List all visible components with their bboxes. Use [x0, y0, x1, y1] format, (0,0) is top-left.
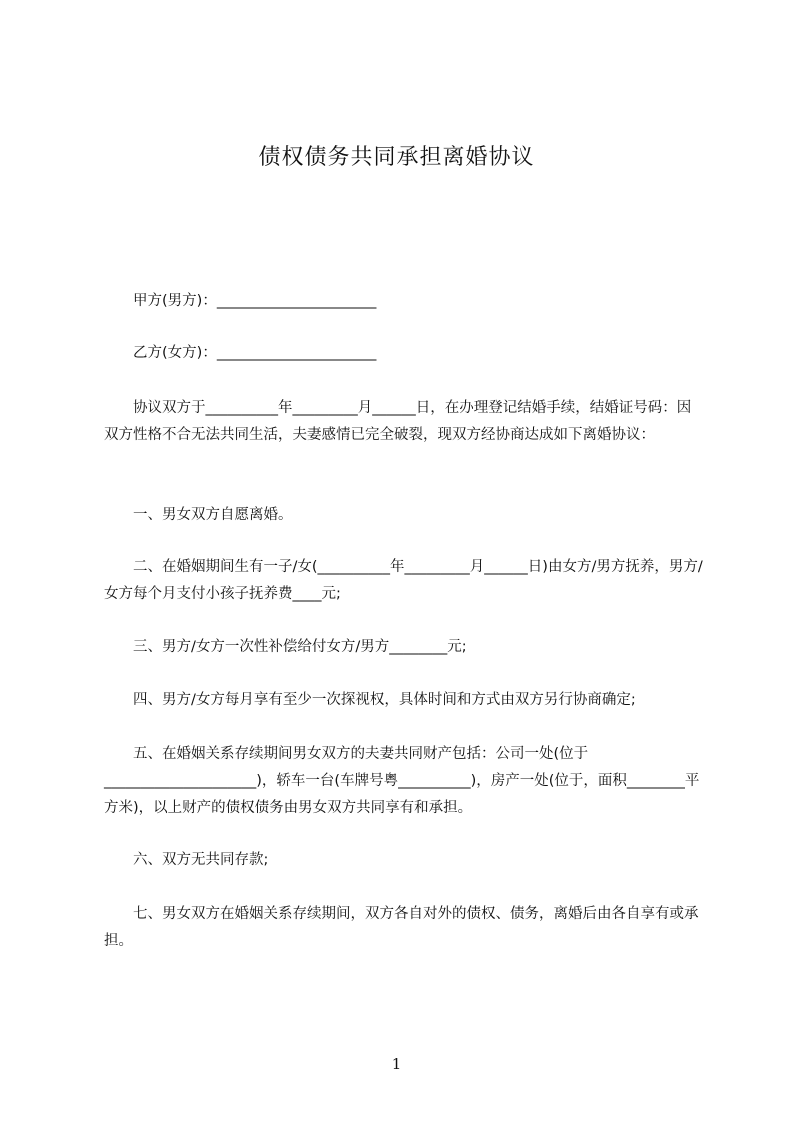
preamble-paragraph: 协议双方于__________年_________月______日，在办理登记结婚手续，结婚证号码：因双方性格不合无法共同生活，夫妻感情已完全破裂，现双方经协商达成如下离婚协议： [104, 400, 692, 443]
clause-1: 一、男女双方自愿离婚。 [104, 507, 293, 523]
clause-2: 二、在婚姻期间生有一子/女(__________年_________月______日)由女方/男方抚养，男方/女方每个月支付小孩子抚养费____元; [104, 559, 703, 602]
party-b-line: 乙方(女方)：______________________ [104, 345, 377, 361]
document-title: 债权债务共同承担离婚协议 [258, 145, 535, 170]
page-number: 1 [391, 1055, 402, 1073]
party-a-line: 甲方(男方)：______________________ [104, 293, 377, 309]
clause-3: 三、男方/女方一次性补偿给付女方/男方________元; [104, 639, 467, 655]
clause-6: 六、双方无共同存款; [104, 852, 269, 868]
clause-5: 五、在婚姻关系存续期间男女双方的夫妻共同财产包括：公司一处(位于_____________________)，轿车一台(车牌号粤__________)，房产一处(位于，面积________平方米)，以上财产的债权债务由男女双方共同享有和承担。 [104, 746, 700, 816]
clause-7: 七、男女双方在婚姻关系存续期间，双方各自对外的债权、债务，离婚后由各自享有或承担。 [104, 906, 699, 949]
clause-4: 四、男方/女方每月享有至少一次探视权，具体时间和方式由双方另行协商确定; [104, 692, 636, 708]
